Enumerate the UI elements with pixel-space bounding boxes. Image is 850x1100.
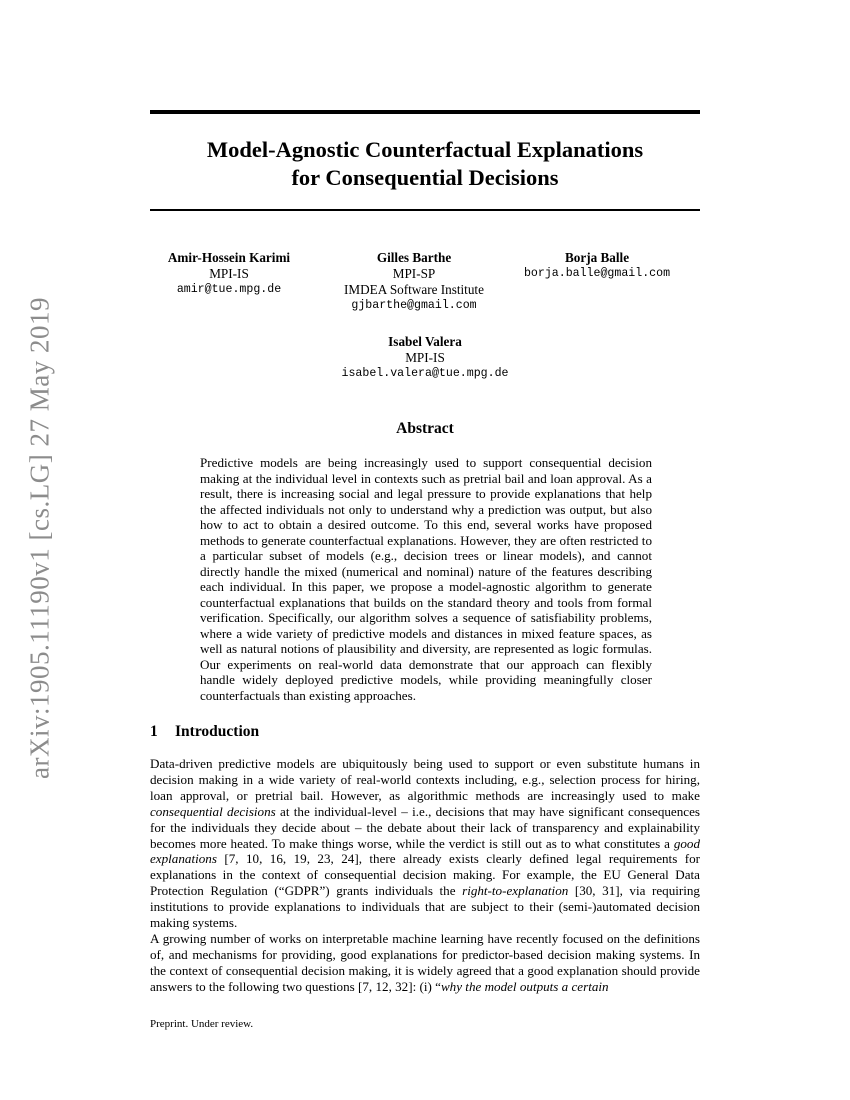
- author-email: amir@tue.mpg.de: [176, 283, 282, 296]
- author-affiliation: MPI-IS: [405, 350, 445, 365]
- title-line-2: for Consequential Decisions: [291, 165, 559, 190]
- intro-paragraph-1: [150, 756, 700, 931]
- section-title: Introduction: [175, 723, 260, 740]
- text-run: [30, 31], via requiring institutions to provide explanations to individuals that are subject to their (semi-)automated decision making systems.: [150, 883, 700, 931]
- author-affiliation-2: IMDEA Software Institute: [344, 282, 484, 297]
- author-email: gjbarthe@gmail.com: [351, 299, 477, 312]
- paper-title: [150, 136, 700, 192]
- author-name: Amir-Hossein Karimi: [167, 250, 291, 265]
- abstract-text: Predictive models are being increasingly used to support consequential decision making at the individual level in contexts such as pretrial bail and loan approval. As a result, there is increasing social and legal pressure to provide explanations that help the affected individuals not only to understand why a prediction was output, but also how to act to obtain a desired outcome. To this end, several works have proposed methods to generate counterfactual explanations. However, they are often restricted to a particular subset of models (e.g., decision trees or linear models), and cannot directly handle the mixed (numerical and nominal) nature of the features describing each individual. In this paper, we propose a model-agnostic algorithm to generate counterfactual explanations that builds on the standard theory and tools from formal verification. Specifically, our algorithm solves a sequence of satisfiability problems, where a wide variety of predictive models and distances in mixed feature spaces, as well as natural notions of plausibility and diversity, are represented as logic formulas. Our experiments on real-world data demonstrate that our approach can flexibly handle widely deployed predictive models, while providing meaningfully closer counterfactuals than existing approaches.: [200, 455, 652, 703]
- text-run: A growing number of works on interpretable machine learning have recently focused on the definitions of, and mechanisms for providing, good explanations for predictor-based decision making systems. In the context of consequential decision making, it is widely agreed that a good explanation should provide answers to the following two questions [7, 12, 32]: (i) “: [150, 931, 700, 994]
- author-affiliation: MPI-SP: [392, 266, 436, 281]
- author-block-4: [342, 334, 509, 382]
- author-email: isabel.valera@tue.mpg.de: [341, 367, 509, 380]
- emphasis: consequential decisions: [150, 803, 276, 819]
- author-block-1: [168, 250, 290, 298]
- emphasis: why the model outputs a certain: [440, 978, 609, 994]
- text-run: [7, 10, 16, 19, 23, 24], there already exists clearly defined legal requirements for explanations in the context of consequential decision making. For example, the EU General Data Protection Regulation (“GDPR”) grants individuals the: [150, 851, 700, 899]
- title-line-1: Model-Agnostic Counterfactual Explanations: [206, 137, 644, 162]
- arxiv-stamp: arXiv:1905.11190v1 [cs.LG] 27 May 2019: [24, 297, 55, 779]
- emphasis: good explanations: [150, 835, 700, 867]
- author-affiliation: MPI-IS: [209, 266, 249, 281]
- author-block-3: [524, 250, 670, 282]
- emphasis: right-to-explanation: [462, 883, 569, 899]
- text-run: Data-driven predictive models are ubiquitously being used to support or even substitute humans in decision making in a wide variety of real-world contexts including, e.g., selection process for hiring, loan approval, or pretrial bail. However, as algorithmic methods are increasingly used to make: [150, 756, 700, 803]
- intro-paragraph-2: [150, 931, 700, 995]
- section-number: 1: [150, 723, 158, 740]
- abstract-heading: Abstract: [396, 420, 454, 437]
- author-name: Borja Balle: [564, 250, 630, 265]
- author-name: Gilles Barthe: [376, 250, 452, 265]
- author-name: Isabel Valera: [388, 334, 462, 349]
- text-run: at the individual-level – i.e., decisions that may have significant consequences for the individuals they decide about – the debate about their lack of transparency and explainability becomes more heated. To make things worse, while the verdict is still out as to what constitutes a: [150, 803, 700, 851]
- footer-note: Preprint. Under review.: [150, 1018, 254, 1030]
- section-heading-introduction: [150, 723, 259, 741]
- title-bottom-rule: [150, 209, 700, 211]
- author-block-2: [344, 250, 484, 314]
- title-top-rule: [150, 110, 700, 114]
- author-email: borja.balle@gmail.com: [523, 267, 671, 280]
